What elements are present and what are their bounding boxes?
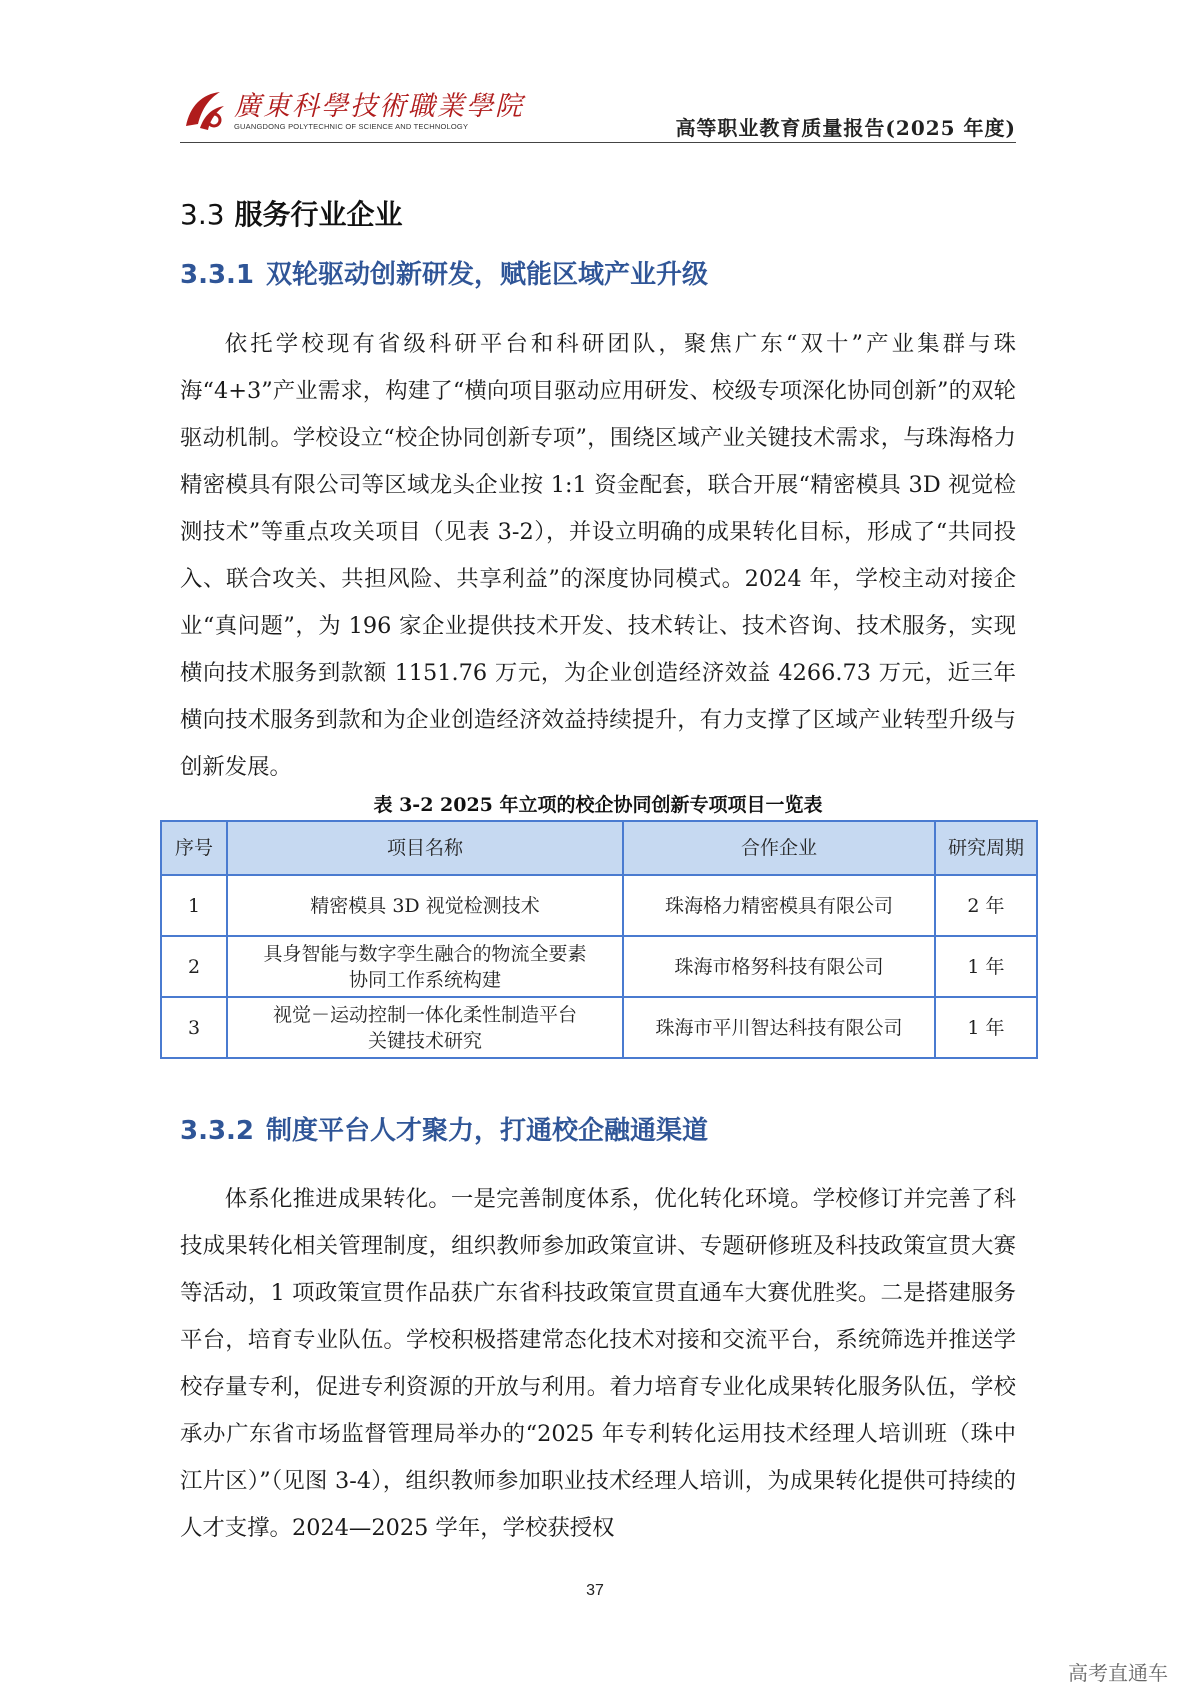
body-paragraph-1: 依托学校现有省级科研平台和科研团队，聚焦广东“双十”产业集群与珠海“4+3”产业需求，构建了“横向项目驱动应用研发、校级专项深化协同创新”的双轮驱动机制。学校设立“校企协同创新专项”，围绕区域产业关键技术需求，与珠海格力精密模具有限公司等区域龙头企业按 1:1 资金配套，联合开展“精密模具 3D 视觉检测技术”等重点攻关项目（见表 3-2），并设立明确的成果转化目标，形成了“共同投入、联合攻关、共担风险、共享利益”的深度协同模式。2024 年，学校主动对接企业“真问题”，为 196 家企业提供技术开发、技术转让、技术咨询、技术服务，实现横向技术服务到款额 1151.76 万元，为企业创造经济效益 4266.73 万元，近三年横向技术服务到款和为企业创造经济效益持续提升，有力支撑了区域产业转型升级与创新发展。 bbox=[180, 331, 1016, 780]
cell-no: 2 bbox=[161, 936, 227, 997]
section-heading bbox=[180, 193, 403, 233]
subsection-heading-2 bbox=[180, 1110, 708, 1147]
school-logo-icon bbox=[180, 86, 228, 134]
table-row bbox=[161, 997, 1037, 1058]
cell-period: 1 年 bbox=[935, 997, 1037, 1058]
column-header-company: 合作企业 bbox=[623, 821, 935, 875]
cell-name-line: 协同工作系统构建 bbox=[348, 968, 501, 991]
subsection-title-2: 制度平台人才聚力，打通校企融通渠道 bbox=[266, 1116, 709, 1146]
project-table bbox=[160, 820, 1038, 1059]
table-row bbox=[161, 875, 1037, 936]
cell-company: 珠海市格努科技有限公司 bbox=[623, 936, 935, 997]
column-header-name: 项目名称 bbox=[227, 821, 623, 875]
subsection-heading-1 bbox=[180, 254, 708, 291]
column-header-no: 序号 bbox=[161, 821, 227, 875]
cell-name-line: 具身智能与数字孪生融合的物流全要素 bbox=[263, 942, 587, 965]
cell-name bbox=[227, 936, 623, 997]
report-title: 高等职业教育质量报告(2025 年度) bbox=[675, 116, 1016, 140]
cell-name-line: 视觉－运动控制一体化柔性制造平台 bbox=[272, 1003, 577, 1026]
table-caption: 表 3-2 2025 年立项的校企协同创新专项项目一览表 bbox=[373, 794, 823, 816]
subsection-title-1: 双轮驱动创新研发，赋能区域产业升级 bbox=[266, 260, 709, 290]
school-name-cn: 廣東科學技術職業學院 bbox=[234, 91, 524, 122]
cell-name bbox=[227, 875, 623, 936]
cell-period: 2 年 bbox=[935, 875, 1037, 936]
subsection-number-1: 3.3.1 bbox=[180, 260, 255, 290]
cell-no: 3 bbox=[161, 997, 227, 1058]
cell-name-line: 精密模具 3D 视觉检测技术 bbox=[310, 894, 540, 917]
cell-name bbox=[227, 997, 623, 1058]
section-title: 服务行业企业 bbox=[234, 198, 403, 231]
subsection-number-2: 3.3.2 bbox=[180, 1116, 255, 1146]
cell-name-line: 关键技术研究 bbox=[367, 1029, 482, 1052]
body-paragraph-2: 体系化推进成果转化。一是完善制度体系，优化转化环境。学校修订并完善了科技成果转化相关管理制度，组织教师参加政策宣讲、专题研修班及科技政策宣贯大赛等活动，1 项政策宣贯作品获广东省科技政策宣贯直通车大赛优胜奖。二是搭建服务平台，培育专业队伍。学校积极搭建常态化技术对接和交流平台，系统筛选并推送学校存量专利，促进专利资源的开放与利用。着力培育专业化成果转化服务队伍，学校承办广东省市场监督管理局举办的“2025 年专利转化运用技术经理人培训班（珠中江片区）”（见图 3-4），组织教师参加职业技术经理人培训，为成果转化提供可持续的人才支撑。2024—2025 学年，学校获授权 bbox=[180, 1186, 1016, 1541]
section-number: 3.3 bbox=[180, 198, 225, 231]
header-divider bbox=[180, 142, 1016, 143]
page-header bbox=[180, 82, 1016, 144]
column-header-period: 研究周期 bbox=[935, 821, 1037, 875]
watermark: 高考直通车 bbox=[1068, 1661, 1168, 1685]
page-number: 37 bbox=[586, 1582, 604, 1599]
table-header-row bbox=[161, 821, 1037, 875]
table-row bbox=[161, 936, 1037, 997]
cell-period: 1 年 bbox=[935, 936, 1037, 997]
cell-no: 1 bbox=[161, 875, 227, 936]
school-name-en: GUANGDONG POLYTECHNIC OF SCIENCE AND TECHNOLOGY bbox=[234, 122, 469, 131]
cell-company: 珠海格力精密模具有限公司 bbox=[623, 875, 935, 936]
cell-company: 珠海市平川智达科技有限公司 bbox=[623, 997, 935, 1058]
